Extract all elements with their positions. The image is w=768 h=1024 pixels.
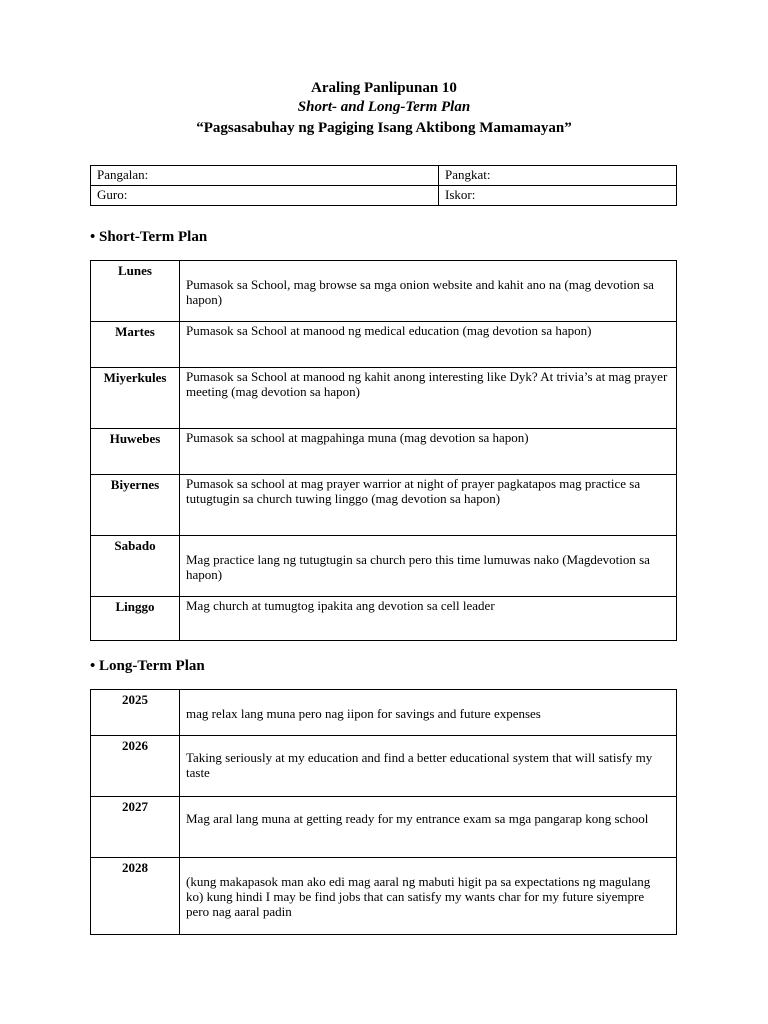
plan-text: Pumasok sa School at manood ng medical education (mag devotion sa hapon) [186, 323, 592, 338]
day-label: Linggo [91, 597, 180, 641]
plan-cell [180, 261, 677, 322]
plan-cell [180, 475, 677, 536]
plan-text: Pumasok sa school at magpahinga muna (mag devotion sa hapon) [186, 430, 529, 445]
plan-text: Pumasok sa school at mag prayer warrior at night of prayer pagkatapos mag practice sa tutugtugin sa church tuwing linggo (mag devotion sa hapon) [186, 476, 641, 506]
long-term-table [90, 689, 677, 935]
short-term-table [90, 260, 677, 641]
score-field[interactable]: Iskor: [439, 186, 677, 206]
table-row [91, 322, 677, 368]
table-row [91, 475, 677, 536]
year-label: 2027 [91, 797, 180, 858]
table-row [91, 261, 677, 322]
plan-text: Mag practice lang ng tutugtugin sa church pero this time lumuwas nako (Magdevotion sa hapon) [186, 552, 650, 582]
day-label: Lunes [91, 261, 180, 322]
plan-text: mag relax lang muna pero nag iipon for savings and future expenses [186, 706, 541, 721]
table-row [91, 368, 677, 429]
plan-cell [180, 429, 677, 475]
day-label: Sabado [91, 536, 180, 597]
year-label: 2028 [91, 858, 180, 935]
name-field[interactable]: Pangalan: [91, 166, 439, 186]
plan-cell [180, 736, 677, 797]
day-label: Huwebes [91, 429, 180, 475]
long-term-title: • Long-Term Plan [90, 658, 205, 674]
document-subtitle: Short- and Long-Term Plan [297, 99, 471, 115]
table-row [91, 797, 677, 858]
plan-cell [180, 597, 677, 641]
document-subject: Araling Panlipunan 10 [311, 80, 457, 96]
teacher-field[interactable]: Guro: [91, 186, 439, 206]
table-row [91, 536, 677, 597]
plan-text: Taking seriously at my education and find a better educational system that will satisfy my taste [186, 750, 653, 780]
plan-cell [180, 368, 677, 429]
day-label: Biyernes [91, 475, 180, 536]
table-row [91, 429, 677, 475]
plan-cell [180, 797, 677, 858]
year-label: 2025 [91, 690, 180, 736]
plan-text: Mag church at tumugtog ipakita ang devotion sa cell leader [186, 598, 495, 613]
plan-text: (kung makapasok man ako edi mag aaral ng mabuti higit pa sa expectations ng magulang ko) kung hindi I may be find jobs that can satisfy my wants char for my future siyempre pero nag aaral padin [186, 874, 651, 919]
plan-text: Pumasok sa School at manood ng kahit anong interesting like Dyk? At trivia’s at mag prayer meeting (mag devotion sa hapon) [186, 369, 668, 399]
document-theme: “Pagsasabuhay ng Pagiging Isang Aktibong Mamamayan” [196, 120, 572, 136]
plan-cell [180, 690, 677, 736]
plan-cell [180, 858, 677, 935]
short-term-title: • Short-Term Plan [90, 229, 208, 245]
plan-cell [180, 536, 677, 597]
table-row [91, 597, 677, 641]
table-row [91, 858, 677, 935]
group-field[interactable]: Pangkat: [439, 166, 677, 186]
year-label: 2026 [91, 736, 180, 797]
table-row [91, 690, 677, 736]
day-label: Martes [91, 322, 180, 368]
plan-text: Pumasok sa School, mag browse sa mga onion website and kahit ano na (mag devotion sa hapon) [186, 277, 654, 307]
table-row [91, 736, 677, 797]
day-label: Miyerkules [91, 368, 180, 429]
student-info-table [90, 165, 677, 206]
plan-text: Mag aral lang muna at getting ready for my entrance exam sa mga pangarap kong school [186, 811, 649, 826]
plan-cell [180, 322, 677, 368]
